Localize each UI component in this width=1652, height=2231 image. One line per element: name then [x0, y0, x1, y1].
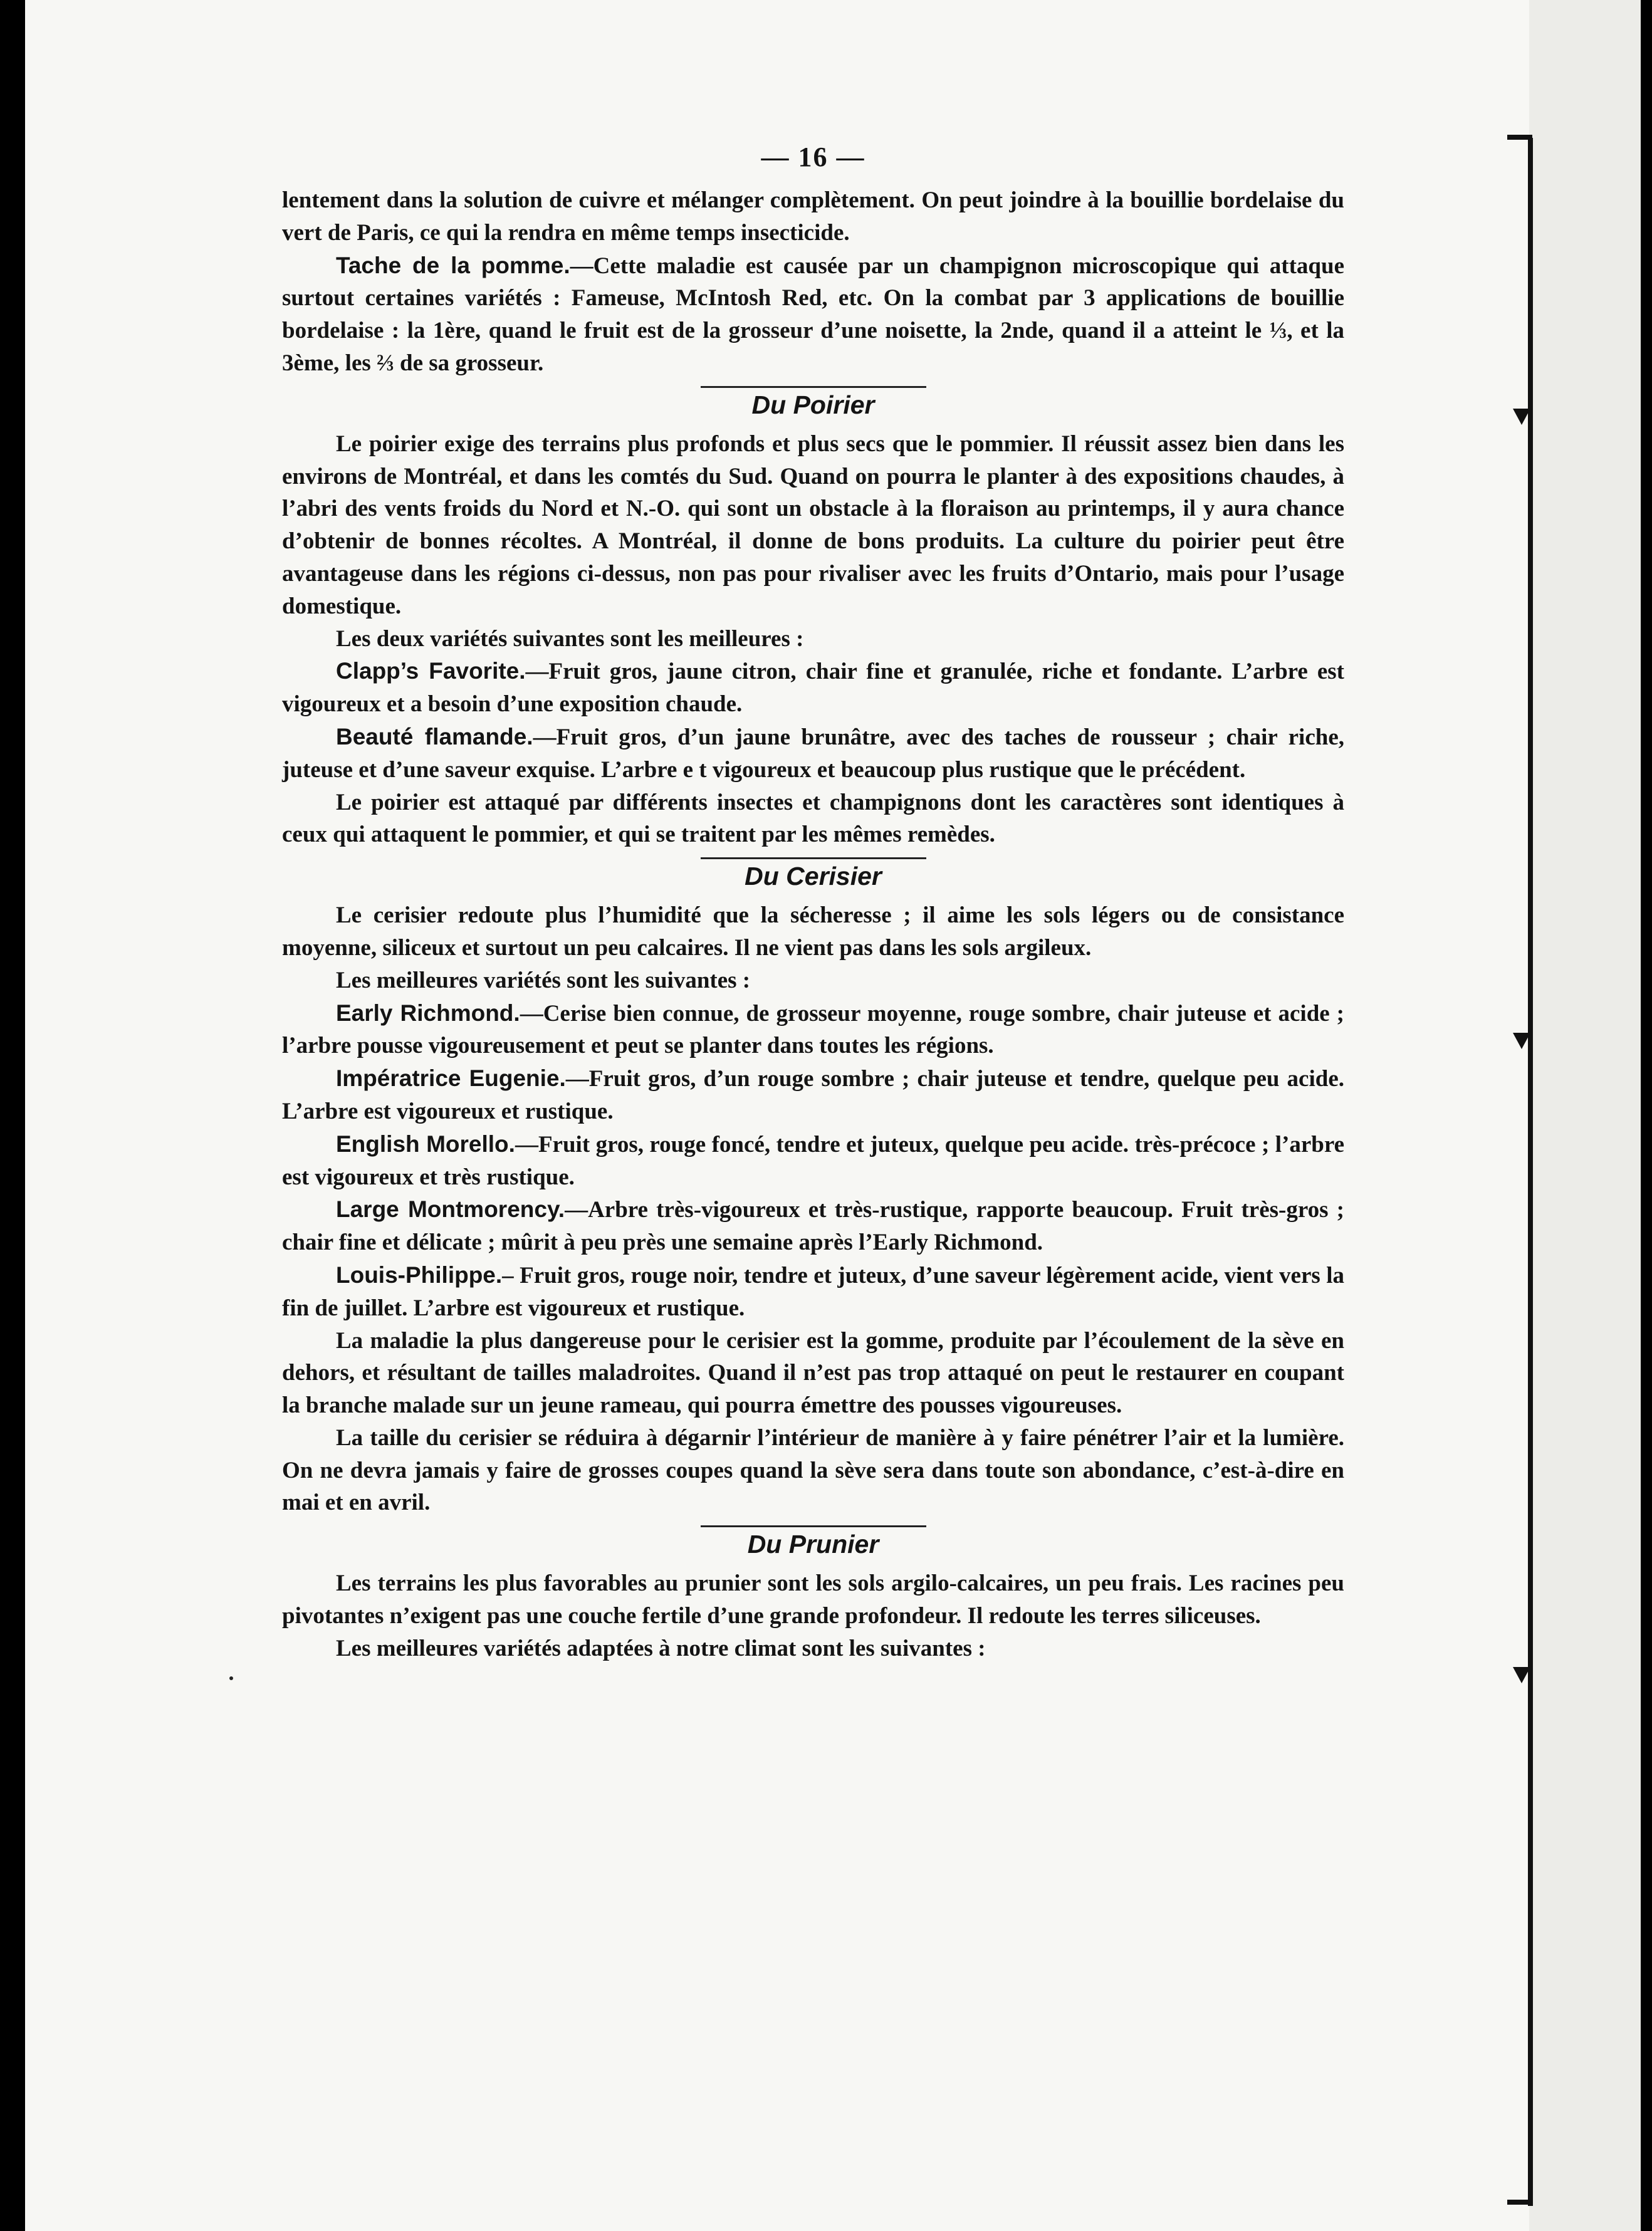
paragraph: Les deux variétés suivantes sont les meilleures :: [336, 625, 804, 652]
page-text: [282, 141, 1344, 1665]
variety-description: —Fruit gros, d’un rouge sombre ; chair juteuse et tendre, quelque peu acide. L’arbre est vigoureux et rustique.: [282, 1066, 1344, 1124]
paragraph: Le poirier est attaqué par différents insectes et champignons dont les caractères sont identiques à ceux qui attaquent le pommier, et qui se traitent par les mêmes remèdes.: [282, 789, 1344, 848]
paragraph-text: —Cette maladie est causée par un champignon microscopique qui attaque surtout certaines variétés : Fameuse, McIntosh Red, etc. On la combat par 3 applications de bouillie bordelaise : la 1ère, quand le fruit est de la grosseur d’une noisette, la 2nde, quand il a atteint le ⅓, et la 3ème, les ⅔ de sa grosseur.: [282, 253, 1345, 376]
variety-name: English Morello.: [336, 1131, 515, 1157]
variety-description: —Arbre très-vigoureux et très-rustique, rapporte beaucoup. Fruit très-gros ; chair fine et délicate ; mûrit à peu près une semaine après l’Early Richmond.: [282, 1197, 1344, 1256]
paragraph: La taille du cerisier se réduira à dégarnir l’intérieur de manière à y faire pénétrer l’air et la lumière. On ne devra jamais y faire de grosses coupes quand la sève sera dans toute son abondance, c’est-à-dire en mai et en avril.: [282, 1424, 1344, 1516]
variety-name: Impératrice Eugenie.: [336, 1065, 566, 1092]
variety-entry: [282, 1062, 1344, 1128]
variety-entry: [282, 1259, 1344, 1325]
paragraph: Les terrains les plus favorables au prunier sont les sols argilo-calcaires, un peu frais. Les racines peu pivotantes n’exigent pas une couche fertile d’une grande profondeur. Il redoute les terres siliceuses.: [282, 1570, 1344, 1629]
variety-description: – Fruit gros, rouge noir, tendre et juteux, d’une saveur légèrement acide, vient vers la fin de juillet. L’arbre est vigoureux et rustique.: [282, 1262, 1344, 1321]
variety-name: Large Montmorency.: [336, 1196, 565, 1223]
paragraph: lentement dans la solution de cuivre et mélanger complètement. On peut joindre à la bouillie bordelaise du vert de Paris, ce qui la rendra en même temps insecticide.: [282, 187, 1344, 246]
variety-name: Beauté flamande.: [336, 723, 533, 750]
variety-description: —Cerise bien connue, de grosseur moyenne, rouge sombre, chair juteuse et acide ; l’arbre pousse vigoureusement et peut se planter dans toutes les régions.: [282, 1000, 1344, 1059]
page-number: — 16 —: [761, 142, 865, 172]
section-title: Du Cerisier: [745, 862, 882, 891]
variety-entry: [282, 997, 1344, 1063]
section-rule: [701, 386, 926, 388]
section-title: Du Prunier: [747, 1530, 879, 1559]
binding-arrow-marker: [1513, 1667, 1530, 1683]
variety-description: —Fruit gros, jaune citron, chair fine et granulée, riche et fondante. L’arbre est vigoureux et a besoin d’une exposition chaude.: [282, 659, 1344, 718]
section-rule: [701, 857, 926, 859]
variety-description: —Fruit gros, rouge foncé, tendre et juteux, quelque peu acide. très-précoce ; l’arbre est vigoureux et très rustique.: [282, 1131, 1344, 1190]
section-title: Du Poirier: [751, 390, 875, 419]
page-edge-strip: [1529, 0, 1641, 2231]
paragraph: Le cerisier redoute plus l’humidité que la sécheresse ; il aime les sols légers ou de consistance moyenne, siliceux et surtout un peu calcaires. Il ne vient pas dans les sols argileux.: [282, 902, 1344, 961]
section-rule: [701, 1525, 926, 1527]
variety-name: Louis-Philippe.: [336, 1262, 503, 1288]
ink-speck: [229, 1676, 233, 1680]
variety-entry: [282, 655, 1344, 721]
disease-term: Tache de la pomme.: [336, 252, 570, 278]
paragraph: Le poirier exige des terrains plus profonds et plus secs que le pommier. Il réussit assez bien dans les environs de Montréal, et dans les comtés du Sud. Quand on pourra le planter à des expositions chaudes, à l’abri des vents froids du Nord et N.-O. qui sont un obstacle à la floraison au printemps, il y aura chance d’obtenir de bonnes récoltes. A Montréal, il donne de bons produits. La culture du poirier peut être avantageuse dans les régions ci-dessus, non pas pour rivaliser avec les fruits d’Ontario, mais pour l’usage domestique.: [282, 431, 1344, 619]
binding-tick: [1507, 135, 1532, 140]
variety-entry: [282, 1193, 1344, 1259]
variety-name: Clapp’s Favorite.: [336, 658, 526, 684]
variety-entry: [282, 1128, 1344, 1194]
binding-arrow-marker: [1513, 1033, 1530, 1049]
paragraph: La maladie la plus dangereuse pour le cerisier est la gomme, produite par l’écoulement de la sève en dehors, et résultant de tailles maladroites. Quand il n’est pas trop attaqué on peut le restaurer en coupant la branche malade sur un jeune rameau, qui pourra émettre des pousses vigoureuses.: [282, 1327, 1344, 1419]
paragraph: Les meilleures variétés adaptées à notre climat sont les suivantes :: [336, 1635, 986, 1661]
binding-line: [1528, 138, 1533, 2206]
variety-description: —Fruit gros, d’un jaune brunâtre, avec des taches de rousseur ; chair riche, juteuse et d’une saveur exquise. L’arbre e t vigoureux et beaucoup plus rustique que le précédent.: [282, 724, 1344, 783]
binding-arrow-marker: [1513, 409, 1530, 425]
paragraph: [282, 249, 1344, 380]
variety-entry: [282, 721, 1344, 786]
variety-name: Early Richmond.: [336, 1000, 520, 1026]
binding-tick: [1507, 2200, 1532, 2205]
paragraph: Les meilleures variétés sont les suivantes :: [336, 967, 751, 993]
